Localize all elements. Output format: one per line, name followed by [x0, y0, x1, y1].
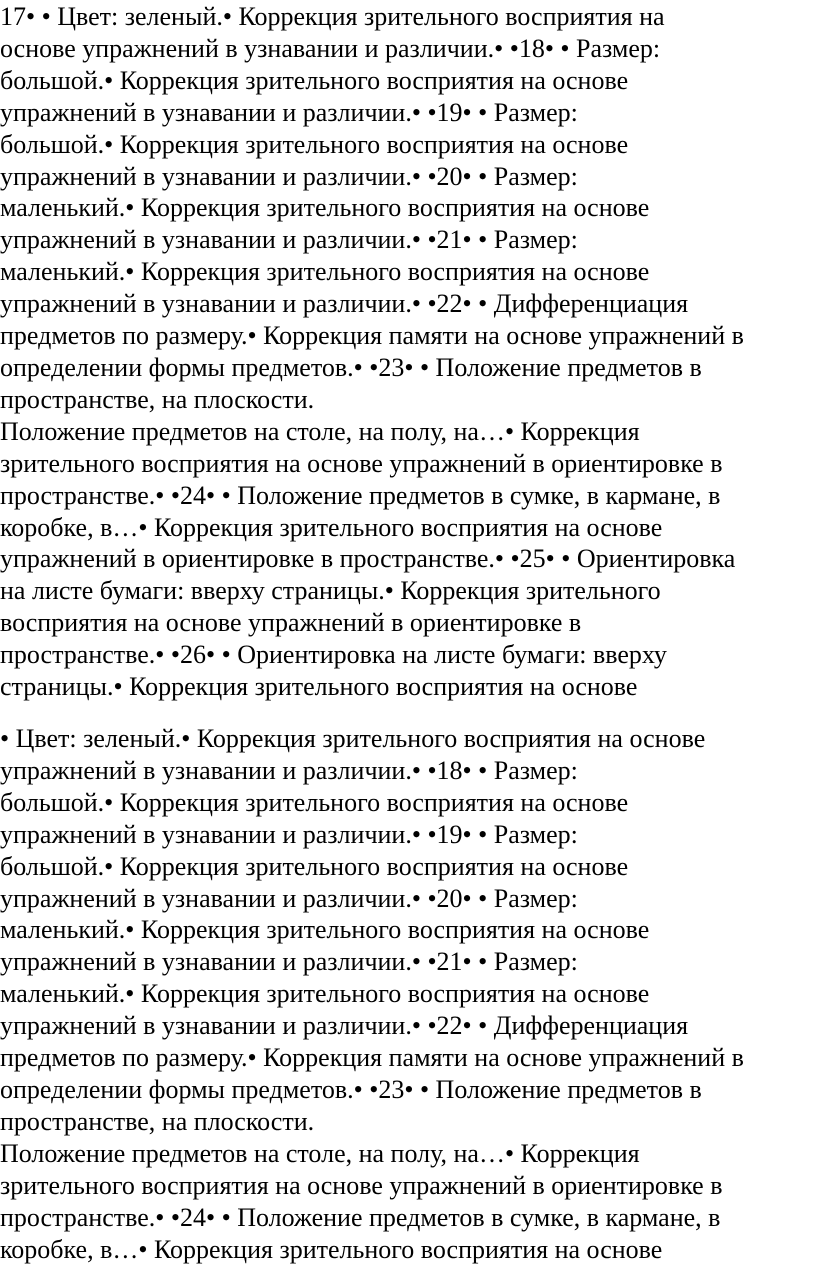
text-block-second: • Цвет: зеленый.• Коррекция зрительного восприятия на основе упражнений в узнавании и различии.• •18• • Размер: большой.• Коррекция зрительного восприятия на основе упражнений в узнавании и различии.• •19• • Размер: большой.• Коррекция зрительного восприятия на основе упражнений в узнавании и различии.• •20• • Размер: маленький.• Коррекция зрительного восприятия на основе упражнений в узнавании и различии.• •21• • Размер: маленький.• Коррекция зрительного восприятия на основе упражнений в узнавании и различии.• •22• • Дифференциация предметов по размеру.• Коррекция памяти на основе упражнений в определении формы предметов.• •23• • Положение предметов в пространстве, на плоскости. Положение предметов на столе, на полу, на…• Коррекция зрительного восприятия на основе упражнений в ориентировке в пространстве.• •24• • Положение предметов в сумке, в кармане, в коробке, в…• Коррекция зрительного восприятия на основе	[0, 724, 744, 1264]
text-block-first: 17• • Цвет: зеленый.• Коррекция зрительного восприятия на основе упражнений в узнавании и различии.• •18• • Размер: большой.• Коррекция зрительного восприятия на основе упражнений в узнавании и различии.• •19• • Размер: большой.• Коррекция зрительного восприятия на основе упражнений в узнавании и различии.• •20• • Размер: маленький.• Коррекция зрительного восприятия на основе упражнений в узнавании и различии.• •21• • Размер: маленький.• Коррекция зрительного восприятия на основе упражнений в узнавании и различии.• •22• • Дифференциация предметов по размеру.• Коррекция памяти на основе упражнений в определении формы предметов.• •23• • Положение предметов в пространстве, на плоскости. Положение предметов на столе, на полу, на…• Коррекция зрительного восприятия на основе упражнений в ориентировке в пространстве.• •24• • Положение предметов в сумке, в кармане, в коробке, в…• Коррекция зрительного восприятия на основе упражнений в ориентировке в пространстве.• •25• • Ориентировка на листе бумаги: вверху страницы.• Коррекция зрительного восприятия на основе упражнений в ориентировке в пространстве.• •26• • Ориентировка на листе бумаги: вверху страницы.• Коррекция зрительного восприятия на основе	[0, 2, 744, 702]
